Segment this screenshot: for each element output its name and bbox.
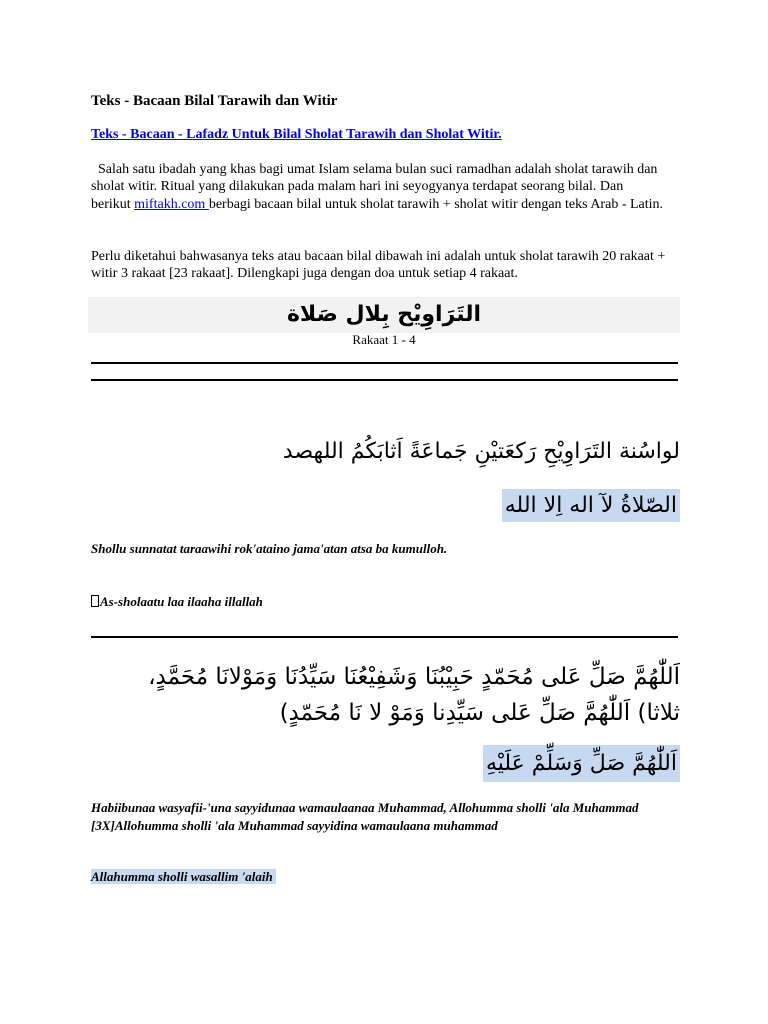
page-title: Teks - Bacaan Bilal Tarawih dan Witir [91, 93, 338, 109]
subtitle-link[interactable]: Teks - Bacaan - Lafadz Untuk Bilal Sholat Tarawih dan Sholat Witir. [91, 127, 502, 142]
call-1-response-row [91, 489, 680, 522]
missing-glyph-box-icon [91, 595, 99, 607]
intro-text-start: Salah satu ibadah yang khas bagi umat Islam selama bulan suci ramadhan adalah sholat tarawih dan sholat witir. Ritual yang dilakukan pada malam hari ini seyogyanya terdapat seorang bilal. Dan berikut [91, 162, 661, 212]
call-2-response-latin: Allahumma sholli wasallim 'alaih [91, 869, 276, 884]
call-1-latin: Shollu sunnatat taraawihi rok'ataino jama'atan atsa ba kumulloh. [91, 541, 448, 556]
divider-middle [91, 636, 678, 638]
divider-top-1 [91, 362, 678, 364]
call-2-arabic-line-1: اَللّٰهُمَّ صَلِّ عَلى مُحَمّدٍ حَبِيْبُنَا وَشَفِيْعُنَا سَيِّدُنَا وَمَوْلانَا مُحَمَّدٍ، [148, 664, 680, 690]
call-1-response-arabic: الصّلاةُ لآ اله اِلا الله [502, 489, 680, 522]
call-2-latin: Habiibunaa wasyafii-'una sayyidunaa wamaulaanaa Muhammad, Allohumma sholli 'ala Muhammad [3X]Allohumma sholli 'ala Muhammad sayyidina wamaulaana muhammad [91, 800, 639, 833]
section-heading-arabic: التَرَاوِيْح بِلال صَلاة [286, 302, 482, 327]
call-2-response-arabic: اَللّٰهُمَّ صَلِّ وَسَلِّمْ عَلَيْهِ [483, 745, 680, 782]
section-heading-box [88, 297, 680, 333]
divider-top-2 [91, 379, 678, 381]
call-2-arabic-line-2: ثلاثا) اَللّٰهُمَّ صَلِّ عَلى سَيِّدِنا وَمَوْ لا نَا مُحَمّدٍ) [279, 700, 680, 726]
call-1-arabic: لواسُنة التَرَاوِيْحِ رَكعَتيْنِ جَماعَةً اَثابَكُمُ اللهصد [282, 439, 680, 464]
miftakh-link[interactable]: miftakh.com [134, 196, 209, 212]
call-2-response-row [91, 745, 680, 782]
call-1-response-latin-row [91, 594, 263, 610]
intro-text-end: berbagi bacaan bilal untuk sholat tarawih + sholat witir dengan teks Arab - Latin. [208, 196, 664, 212]
section-caption: Rakaat 1 - 4 [352, 332, 416, 347]
note-paragraph: Perlu diketahui bahwasanya teks atau bacaan bilal dibawah ini adalah untuk sholat tarawih 20 rakaat + witir 3 rakaat [23 rakaat]. Dilengkapi juga dengan doa untuk setiap 4 rakaat. [91, 249, 666, 282]
intro-paragraph [91, 161, 666, 213]
call-2-arabic [91, 659, 680, 731]
call-2-response-latin-row [91, 868, 276, 886]
call-1-response-latin: As-sholaatu laa ilaaha illallah [100, 594, 263, 609]
